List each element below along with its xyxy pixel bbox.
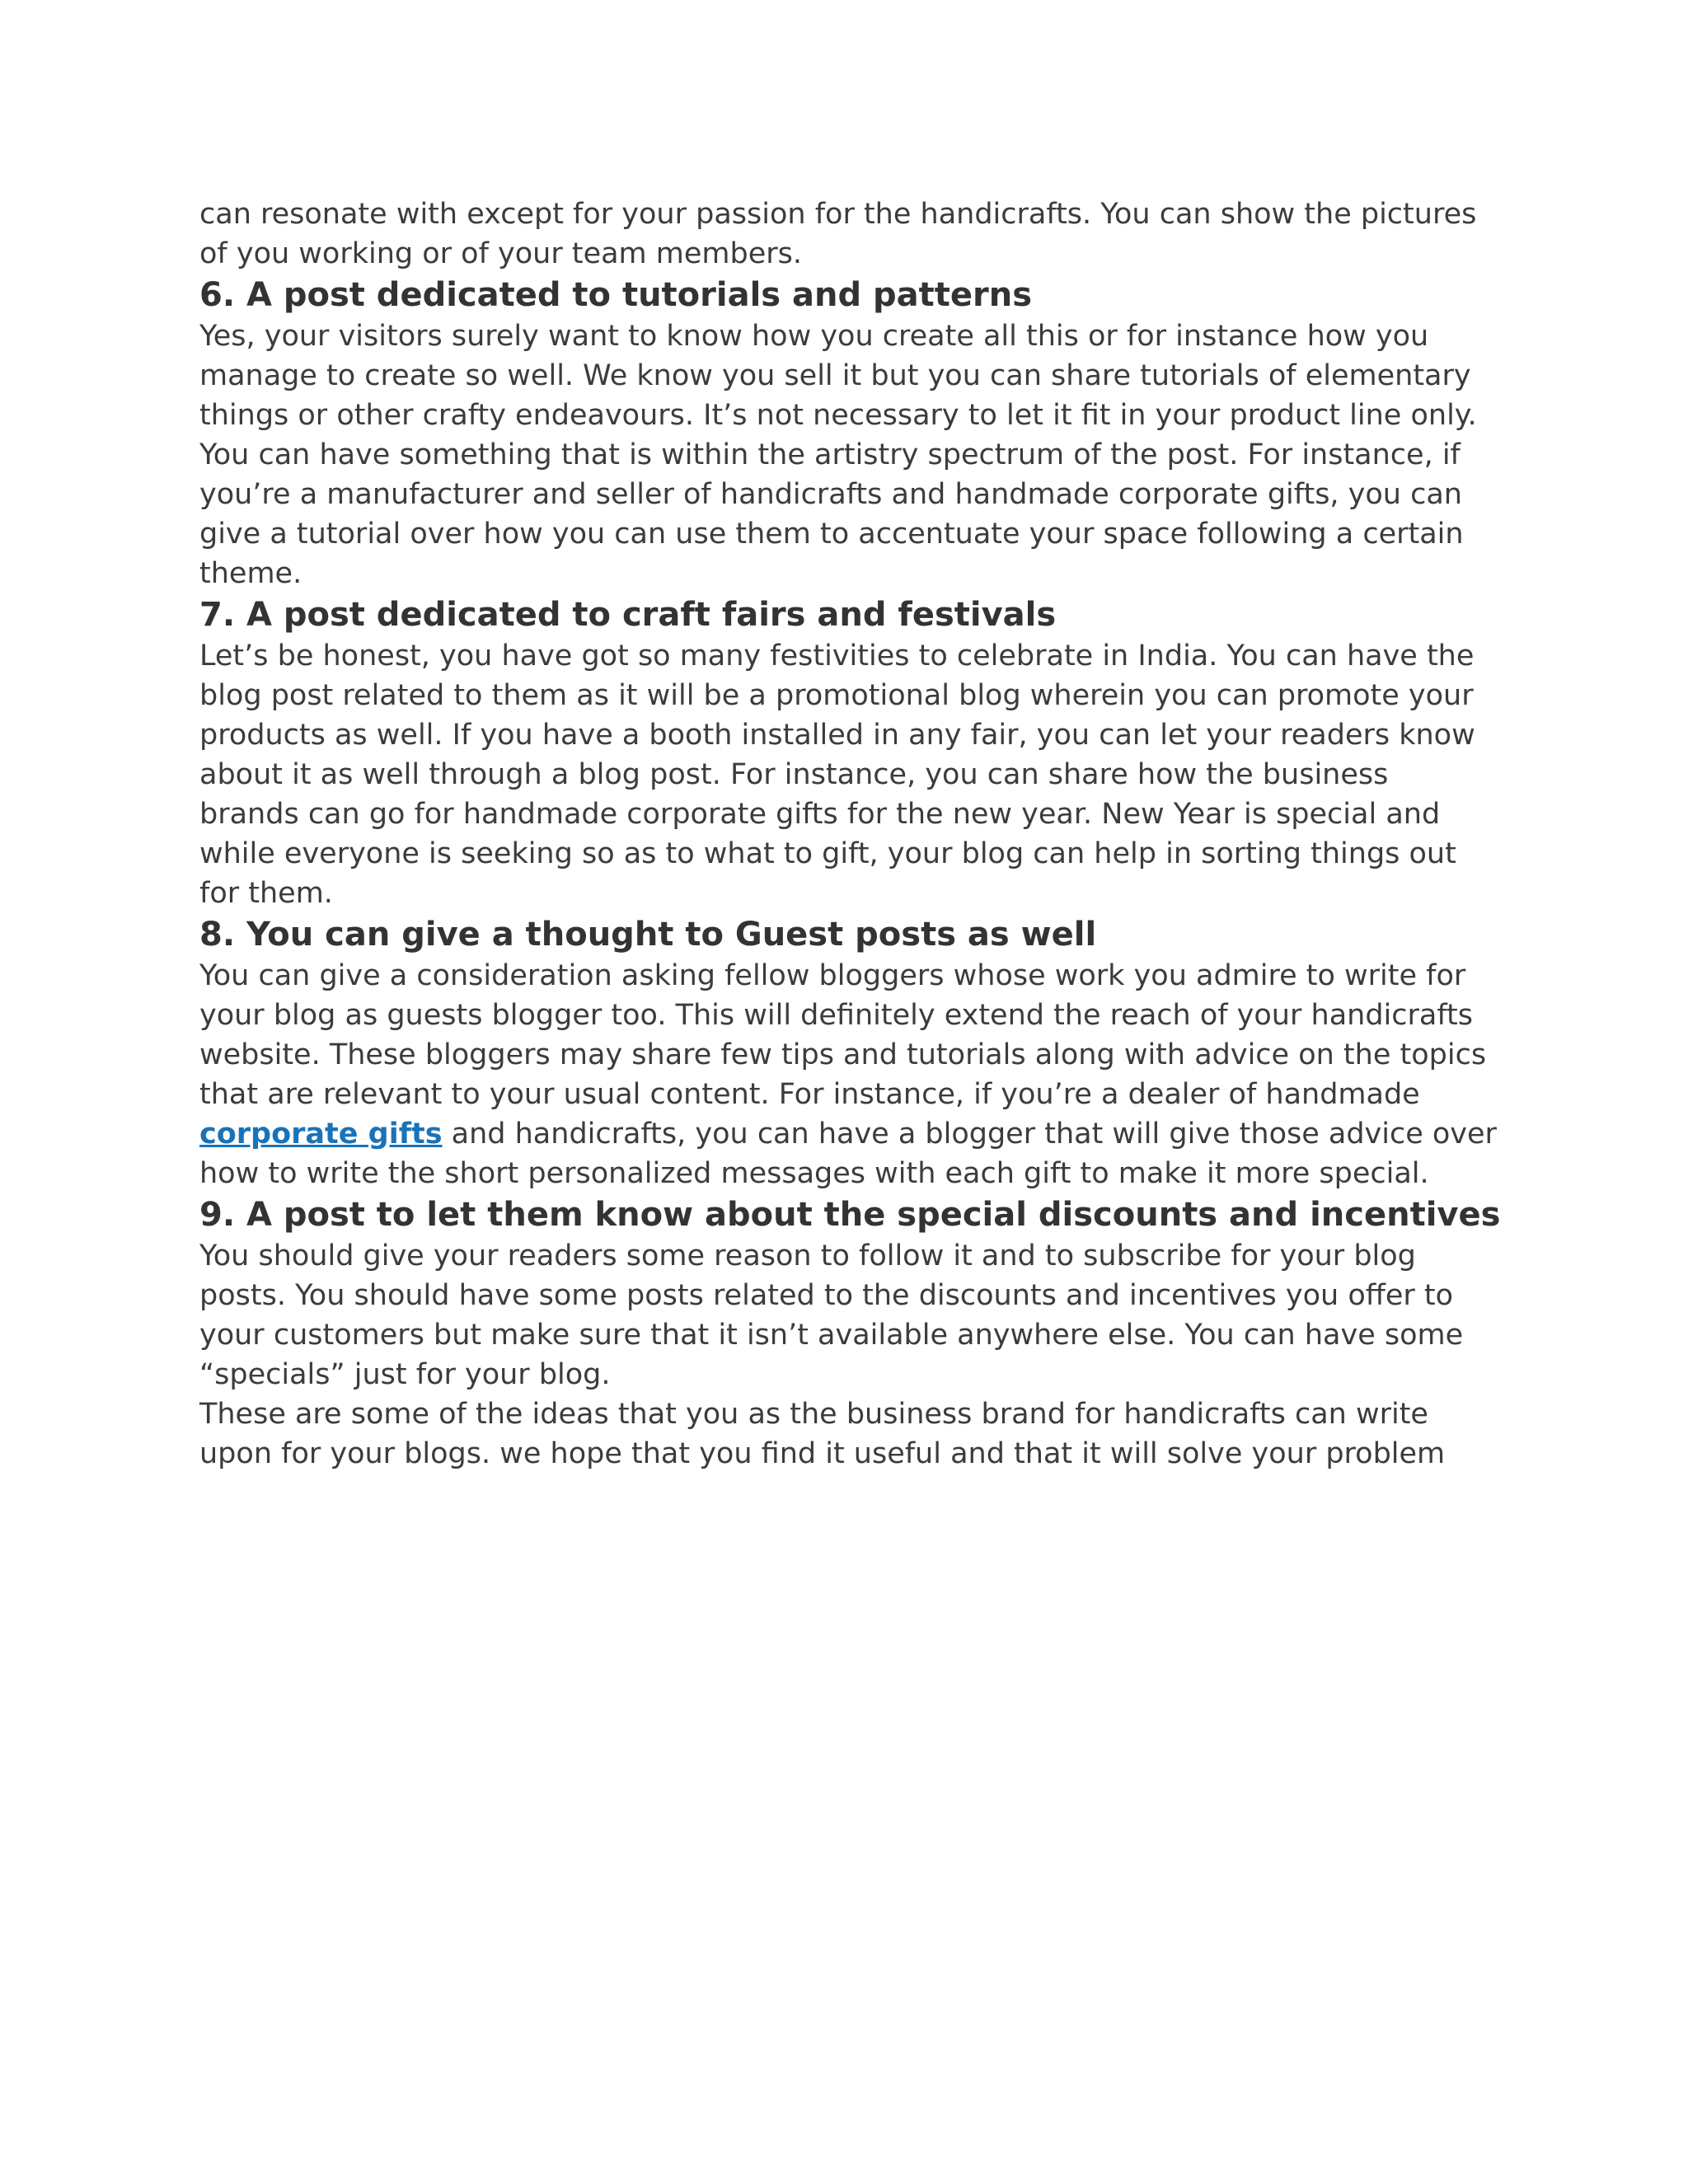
heading-section-9: 9. A post to let them know about the special discounts and incentives [199,1196,1501,1234]
heading-section-6: 6. A post dedicated to tutorials and patterns [199,276,1033,314]
paragraph-section-8-text-before: You can give a consideration asking fellow bloggers whose work you admire to write for your blog as guests blogger too. This will definitely extend the reach of your handicrafts website. These bloggers may share few tips and tutorials along with advice on the topics that are relevant to your usual content. For instance, if you’re a dealer of handmade [199,959,1487,1111]
closing-paragraph: These are some of the ideas that you as the business brand for handicrafts can write upon for your blogs. we hope that you find it useful and that it will solve your problem [199,1398,1446,1470]
paragraph-section-8 [199,956,1502,1193]
intro-paragraph: can resonate with except for your passion for the handicrafts. You can show the pictures of you working or of your team members. [199,198,1477,270]
corporate-gifts-link[interactable]: corporate gifts [199,1118,443,1151]
heading-section-7: 7. A post dedicated to craft fairs and festivals [199,596,1057,634]
paragraph-section-6: Yes, your visitors surely want to know how you create all this or for instance how you manage to create so well. We know you sell it but you can share tutorials of elementary things or other crafty endeavours. It’s not necessary to let it fit in your product line only. You can have something that is within the artistry spectrum of the post. For instance, if you’re a manufacturer and seller of handicrafts and handmade corporate gifts, you can give a tutorial over how you can use them to accentuate your space following a certain theme. [199,320,1477,590]
document-page [199,194,1502,1474]
paragraph-section-9: You should give your readers some reason to follow it and to subscribe for your blog posts. You should have some posts related to the discounts and incentives you offer to your customers but make sure that it isn’t available anywhere else. You can have some “specials” just for your blog. [199,1240,1464,1391]
paragraph-section-7: Let’s be honest, you have got so many festivities to celebrate in India. You can have the blog post related to them as it will be a promotional blog wherein you can promote your products as well. If you have a booth installed in any fair, you can let your readers know about it as well through a blog post. For instance, you can share how the business brands can go for handmade corporate gifts for the new year. New Year is special and while everyone is seeking so as to what to gift, your blog can help in sorting things out for them. [199,640,1475,910]
heading-section-8: 8. You can give a thought to Guest posts as well [199,916,1097,954]
paragraph-section-8-text-after: and handicrafts, you can have a blogger that will give those advice over how to write the short personalized messages with each gift to make it more special. [199,1118,1497,1190]
